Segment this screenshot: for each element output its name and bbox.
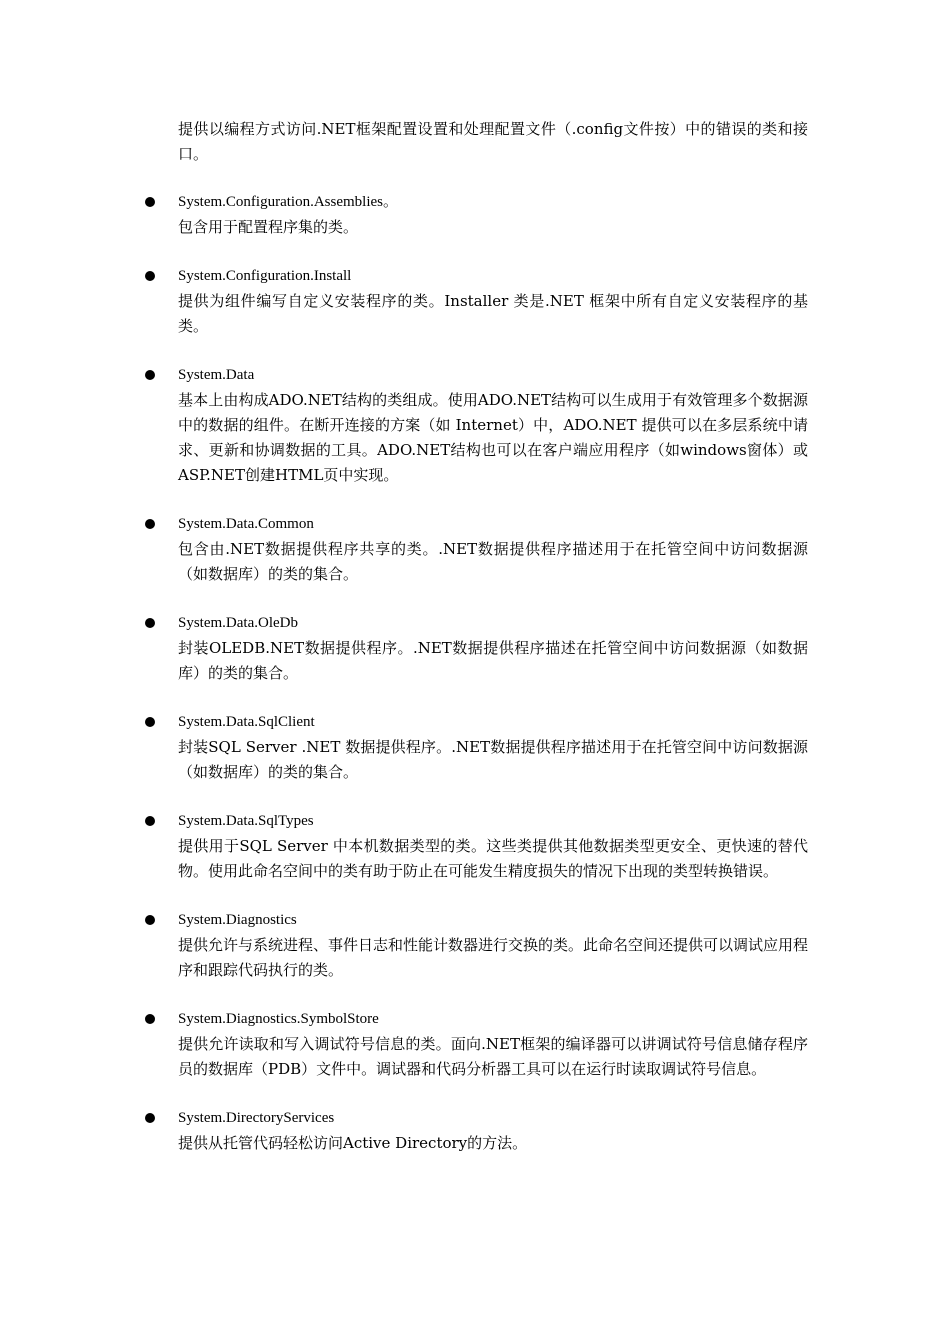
bullet-icon [145, 618, 155, 628]
list-item [0, 611, 950, 686]
namespace-list [0, 190, 950, 1180]
bullet-icon [145, 915, 155, 925]
list-item [0, 264, 950, 339]
bullet-icon [145, 370, 155, 380]
list-item [0, 1007, 950, 1082]
list-item [0, 363, 950, 488]
bullet-icon [145, 519, 155, 529]
namespace-title: System.Diagnostics [178, 912, 297, 928]
namespace-title: System.Data.SqlTypes [178, 813, 314, 829]
list-item [0, 1106, 950, 1156]
namespace-description: 封装SQL Server .NET 数据提供程序。.NET数据提供程序描述用于在托管空间中访问数据源（如数据库）的类的集合。 [178, 738, 808, 781]
bullet-icon [145, 271, 155, 281]
list-item [0, 809, 950, 884]
namespace-description: 基本上由构成ADO.NET结构的类组成。使用ADO.NET结构可以生成用于有效管理多个数据源中的数据的组件。在断开连接的方案（如 Internet）中，ADO.NET 提供可以在多层系统中请求、更新和协调数据的工具。ADO.NET结构也可以在客户端应用程序（如windows窗体）或ASP.NET创建HTML页中实现。 [178, 391, 808, 484]
bullet-icon [145, 197, 155, 207]
bullet-icon [145, 717, 155, 727]
namespace-description: 提供为组件编写自定义安装程序的类。Installer 类是.NET 框架中所有自定义安装程序的基类。 [178, 292, 808, 335]
namespace-title: System.Data [178, 367, 255, 383]
namespace-title: System.Configuration.Install [178, 268, 352, 284]
namespace-description: 提供允许与系统进程、事件日志和性能计数器进行交换的类。此命名空间还提供可以调试应用程序和跟踪代码执行的类。 [178, 936, 809, 979]
bullet-icon [145, 816, 155, 826]
list-item [0, 512, 950, 587]
namespace-title: System.Diagnostics.SymbolStore [178, 1011, 379, 1027]
namespace-description: 提供允许读取和写入调试符号信息的类。面向.NET框架的编译器可以讲调试符号信息储存程序员的数据库（PDB）文件中。调试器和代码分析器工具可以在运行时读取调试符号信息。 [178, 1035, 808, 1078]
namespace-title: System.Data.SqlClient [178, 714, 315, 730]
bullet-icon [145, 1113, 155, 1123]
intro-paragraph: 提供以编程方式访问.NET框架配置设置和处理配置文件（.config文件按）中的错误的类和接口。 [178, 120, 808, 163]
namespace-title: System.Data.OleDb [178, 615, 298, 631]
namespace-title: System.Data.Common [178, 516, 314, 532]
namespace-title: System.Configuration.Assemblies。 [178, 194, 398, 210]
namespace-description: 提供从托管代码轻松访问Active Directory的方法。 [178, 1134, 528, 1152]
list-item [0, 908, 950, 983]
namespace-description: 封装OLEDB.NET数据提供程序。.NET数据提供程序描述在托管空间中访问数据源（如数据库）的类的集合。 [178, 639, 808, 682]
bullet-icon [145, 1014, 155, 1024]
namespace-title: System.DirectoryServices [178, 1110, 335, 1126]
list-item [0, 710, 950, 785]
namespace-description: 包含由.NET数据提供程序共享的类。.NET数据提供程序描述用于在托管空间中访问数据源（如数据库）的类的集合。 [178, 540, 808, 583]
namespace-description: 包含用于配置程序集的类。 [178, 218, 359, 236]
namespace-description: 提供用于SQL Server 中本机数据类型的类。这些类提供其他数据类型更安全、更快速的替代物。使用此命名空间中的类有助于防止在可能发生精度损失的情况下出现的类型转换错误。 [178, 837, 808, 880]
list-item [0, 190, 950, 240]
